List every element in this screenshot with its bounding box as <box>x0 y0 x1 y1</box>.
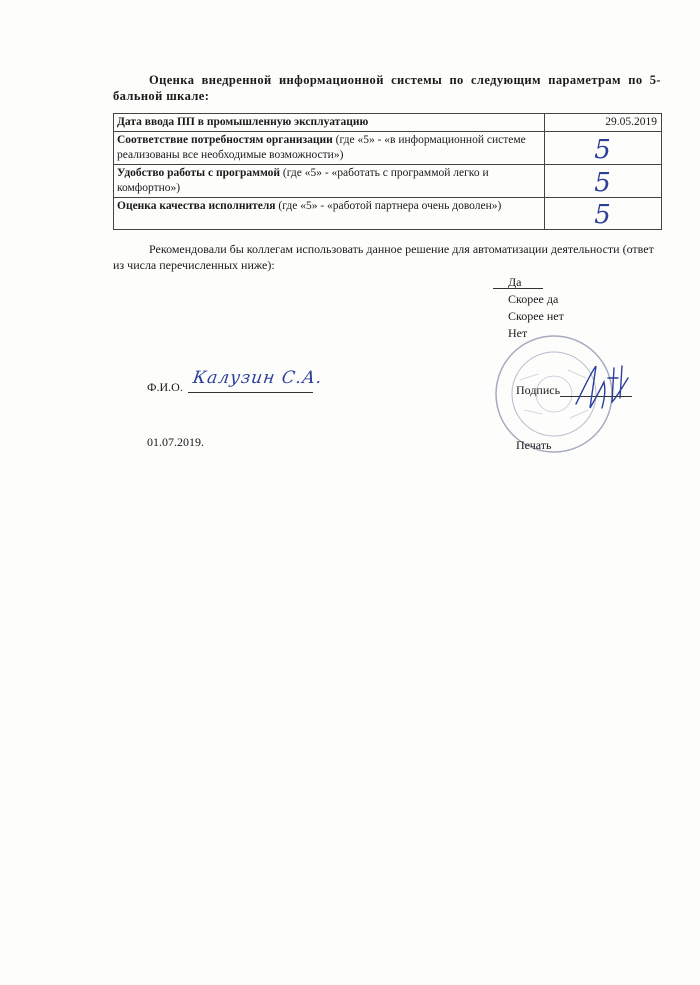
param-label: Удобство работы с программой <box>117 167 281 179</box>
signature-icon <box>570 358 640 418</box>
selected-option-underline <box>493 288 543 289</box>
option-no: Нет <box>508 326 528 340</box>
handwritten-score: 5 <box>594 134 611 165</box>
param-description: (где «5» - «работать с программой легко и комфортно») <box>117 167 489 194</box>
value-cell <box>545 132 662 165</box>
param-cell <box>114 132 545 165</box>
param-label: Дата ввода ПП в промышленную эксплуатацию <box>117 116 369 128</box>
table-row <box>114 132 662 165</box>
fio-handwritten: Калузин С.А. <box>191 368 324 388</box>
option-rather-yes: Скорее да <box>508 292 559 306</box>
handwritten-score: 5 <box>594 200 611 230</box>
stamp-label: Печать <box>516 438 552 452</box>
recommend-question: Рекомендовали бы коллегам использовать данное решение для автоматизации деятельности (ответ из числа перечисленных ниже): <box>113 242 654 272</box>
table-row <box>114 198 662 230</box>
value-cell <box>545 198 662 230</box>
document-date: 01.07.2019. <box>147 435 204 449</box>
table-row <box>114 114 662 132</box>
handwritten-score: 5 <box>594 167 611 198</box>
document-heading: Оценка внедренной информационной системы по следующим параметрам по 5-бальной шкале: <box>113 73 661 103</box>
fio-underline <box>188 392 313 393</box>
param-label: Соответствие потребностям организации <box>117 134 333 146</box>
fio-label: Ф.И.О. <box>147 380 183 394</box>
param-cell <box>114 165 545 198</box>
param-cell <box>114 198 545 230</box>
value-cell <box>545 114 662 132</box>
param-description: (где «5» - «работой партнера очень доволен») <box>275 200 502 212</box>
option-rather-no: Скорее нет <box>508 309 564 323</box>
value-text: 29.05.2019 <box>605 116 657 128</box>
value-cell <box>545 165 662 198</box>
param-description: (где «5» - «в информационной системе реализованы все необходимые возможности») <box>117 134 526 161</box>
param-label: Оценка качества исполнителя <box>117 200 276 212</box>
evaluation-table <box>113 113 662 230</box>
option-yes: Да <box>508 275 522 289</box>
table-row <box>114 165 662 198</box>
param-cell <box>114 114 545 132</box>
signature-label: Подпись <box>516 383 561 397</box>
